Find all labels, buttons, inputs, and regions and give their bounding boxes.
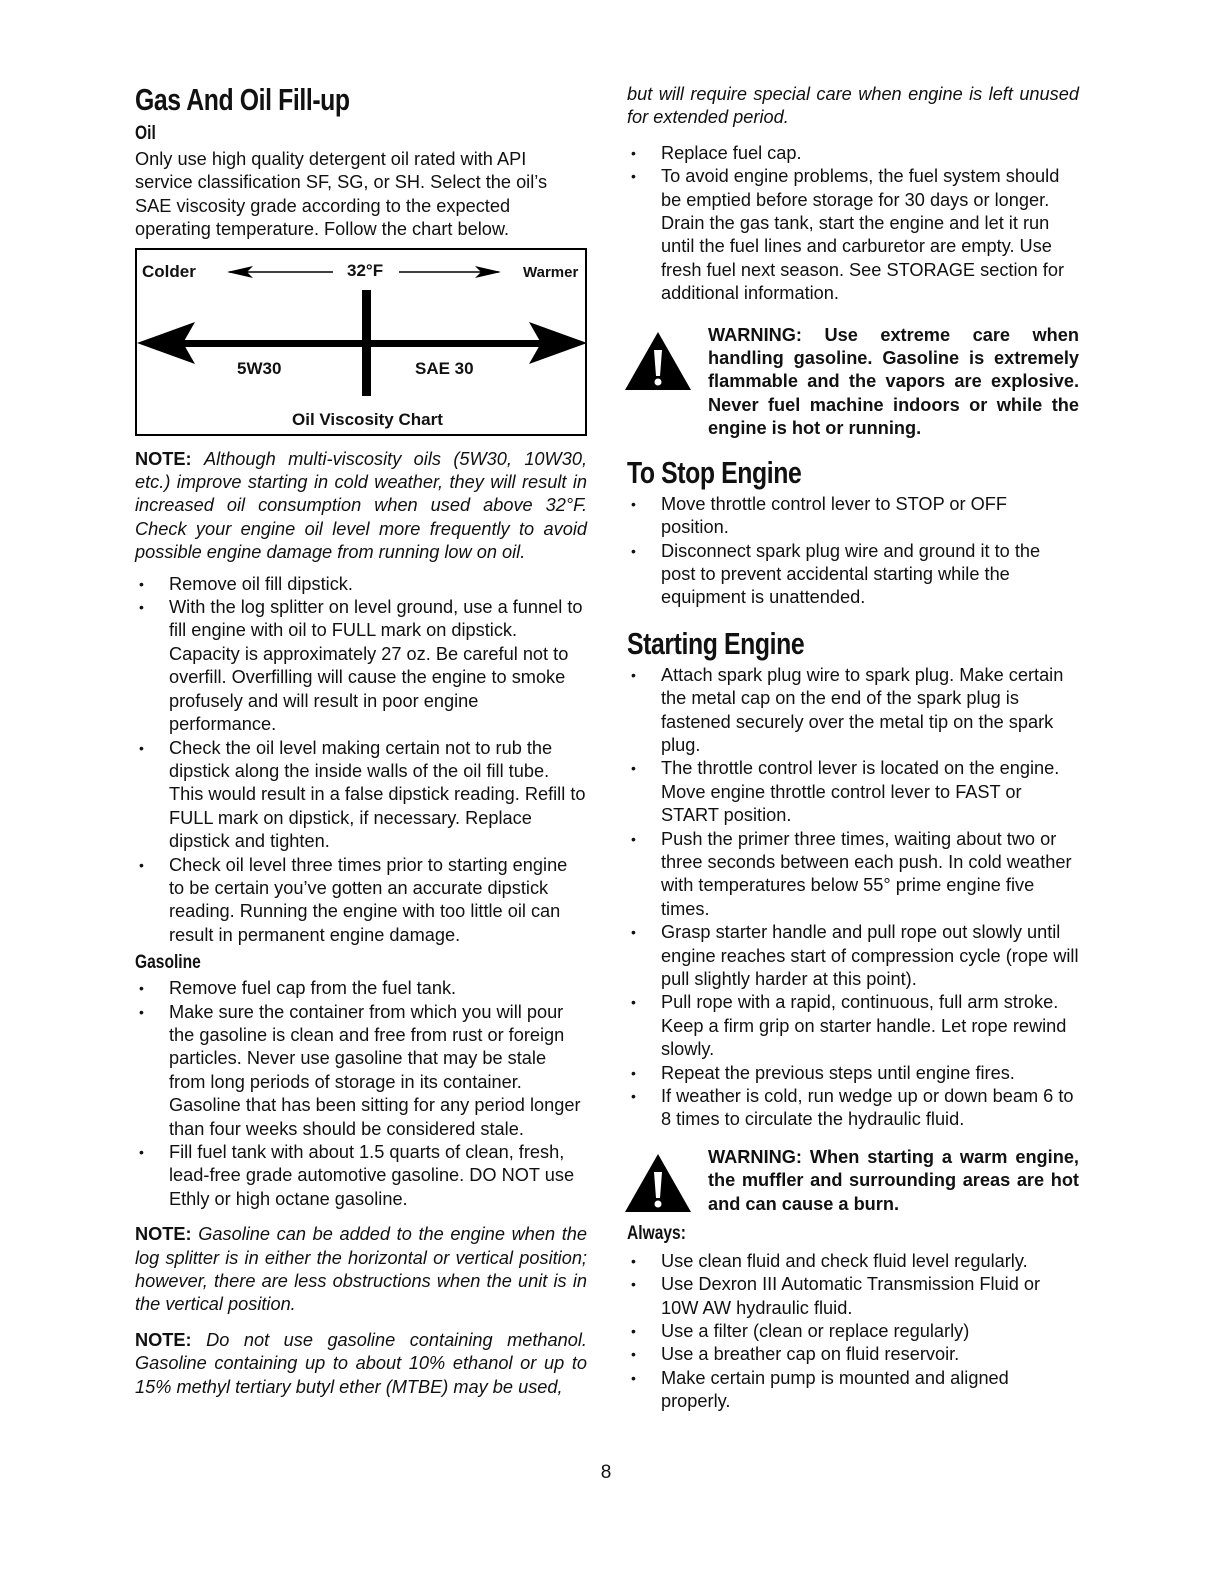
chart-label-colder: Colder <box>142 261 196 281</box>
note-label: NOTE: <box>135 1329 192 1350</box>
list-item: • Use a filter (clean or replace regularly) <box>627 1320 1079 1343</box>
section-title-gas-oil: Gas And Oil Fill-up <box>135 82 350 117</box>
left-column <box>135 80 587 1399</box>
section-title-stop-engine: To Stop Engine <box>627 454 802 490</box>
chart-label-sae30: SAE 30 <box>415 358 474 378</box>
warning-gasoline-text: WARNING: Use extreme care when handling gasoline. Gasoline is extremely flammable and the vapors are explosive. Never fuel machine indoors or while the engine is hot or running. <box>708 324 1079 439</box>
warning-warm-engine-text: WARNING: When starting a warm engine, the muffler and surrounding areas are hot and can cause a burn. <box>708 1146 1079 1214</box>
list-item: • Fill fuel tank with about 1.5 quarts of clean, fresh, lead-free grade automotive gasoline. DO NOT use Ethly or high octane gasoline. <box>135 1141 587 1211</box>
warning-warm-engine <box>627 1146 1079 1218</box>
list-item: • Remove fuel cap from the fuel tank. <box>135 977 587 1000</box>
list-item: • Disconnect spark plug wire and ground it to the post to prevent accidental starting while the equipment is unattended. <box>627 540 1079 610</box>
note-methanol <box>135 1329 587 1399</box>
note-multi-viscosity <box>135 448 587 565</box>
list-item: • Remove oil fill dipstick. <box>135 573 587 596</box>
subheading-oil: Oil <box>135 123 156 144</box>
note-text: Do not use gasoline containing methanol. Gasoline containing up to about 10% ethanol or up to 15% methyl tertiary butyl ether (MTBE) may be used, <box>135 1329 587 1397</box>
list-item: • Replace fuel cap. <box>627 142 1079 165</box>
chart-caption: Oil Viscosity Chart <box>292 409 443 429</box>
chart-label-5w30: 5W30 <box>237 358 282 378</box>
starting-engine-bullet-list <box>627 664 1079 1132</box>
gasoline-bullet-list <box>135 977 587 1211</box>
list-item: • Move throttle control lever to STOP or OFF position. <box>627 493 1079 540</box>
list-item: • Make sure the container from which you will pour the gasoline is clean and free from rust or foreign particles. Never use gasoline that may be stale from long periods of storage in its container. Gasoline that has been sitting for any period longer than four weeks should be considered stale. <box>135 1001 587 1141</box>
warning-icon <box>623 1152 693 1214</box>
list-item: • Repeat the previous steps until engine fires. <box>627 1062 1079 1085</box>
fuel-bullet-list <box>627 142 1079 306</box>
chart-range-bar <box>177 340 549 347</box>
list-item: • Use Dexron III Automatic Transmission Fluid or 10W AW hydraulic fluid. <box>627 1273 1079 1320</box>
list-item: • To avoid engine problems, the fuel system should be emptied before storage for 30 days or longer. Drain the gas tank, start the engine and let it run until the fuel lines and carburetor are empty. Use fresh fuel next season. See STORAGE section for additional information. <box>627 165 1079 305</box>
list-item: • Push the primer three times, waiting about two or three seconds between each push. In cold weather with temperatures below 55° prime engine five times. <box>627 828 1079 922</box>
warning-gasoline <box>627 324 1079 441</box>
list-item: • Pull rope with a rapid, continuous, full arm stroke. Keep a firm grip on starter handle. Let rope rewind slowly. <box>627 991 1079 1061</box>
subheading-always: Always: <box>627 1222 686 1244</box>
note-label: NOTE: <box>135 448 192 469</box>
list-item: • Use clean fluid and check fluid level regularly. <box>627 1250 1079 1273</box>
page-number: 8 <box>600 1462 612 1483</box>
chart-label-temp: 32°F <box>347 260 384 280</box>
list-item: • The throttle control lever is located on the engine. Move engine throttle control lever to FAST or START position. <box>627 757 1079 827</box>
always-bullet-list <box>627 1250 1079 1414</box>
section-title-starting-engine: Starting Engine <box>627 625 805 661</box>
list-item: • Attach spark plug wire to spark plug. Make certain the metal cap on the end of the spark plug is fastened securely over the metal tip on the spark plug. <box>627 664 1079 758</box>
note-text: Although multi-viscosity oils (5W30, 10W30, etc.) improve starting in cold weather, they will result in increased oil consumption when used above 32°F. Check your engine oil level more frequently to avoid possible engine damage from running low on oil. <box>135 448 587 563</box>
note-label: NOTE: <box>135 1224 192 1245</box>
list-item: • With the log splitter on level ground, use a funnel to fill engine with oil to FULL mark on dipstick. Capacity is approximately 27 oz. Be careful not to overfill. Overfilling will cause the engine to smoke profusely and will result in poor engine performance. <box>135 596 587 736</box>
note-text: Gasoline can be added to the engine when the log splitter is in either the horizontal or vertical position; however, there are less obstructions when the unit is in the vertical position. <box>135 1224 587 1315</box>
warning-icon <box>623 330 693 392</box>
list-item: • Use a breather cap on fluid reservoir. <box>627 1343 1079 1366</box>
list-item: • If weather is cold, run wedge up or down beam 6 to 8 times to circulate the hydraulic fluid. <box>627 1085 1079 1132</box>
oil-viscosity-chart <box>135 248 587 436</box>
stop-engine-bullet-list <box>627 493 1079 610</box>
list-item: • Check oil level three times prior to starting engine to be certain you’ve gotten an accurate dipstick reading. Running the engine with too little oil can result in permanent engine damage. <box>135 854 587 948</box>
subheading-gasoline: Gasoline <box>135 952 201 974</box>
oil-intro: Only use high quality detergent oil rated with API service classification SF, SG, or SH. Select the oil’s SAE viscosity grade according to the expected operating temperature. Follow the chart below. <box>135 149 548 240</box>
right-column <box>627 83 1079 1414</box>
list-item: • Make certain pump is mounted and aligned properly. <box>627 1367 1079 1414</box>
list-item: • Check the oil level making certain not to rub the dipstick along the inside walls of the oil fill tube. This would result in a false dipstick reading. Refill to FULL mark on dipstick, if necessary. Replace dipstick and tighten. <box>135 737 587 854</box>
note-gas-position <box>135 1223 587 1317</box>
oil-bullet-list <box>135 573 587 948</box>
list-item: • Grasp starter handle and pull rope out slowly until engine reaches start of compression cycle (rope will pull slightly harder at this point). <box>627 921 1079 991</box>
chart-label-warmer: Warmer <box>523 263 579 281</box>
note-methanol-continued: but will require special care when engine is left unused for extended period. <box>627 84 1079 128</box>
